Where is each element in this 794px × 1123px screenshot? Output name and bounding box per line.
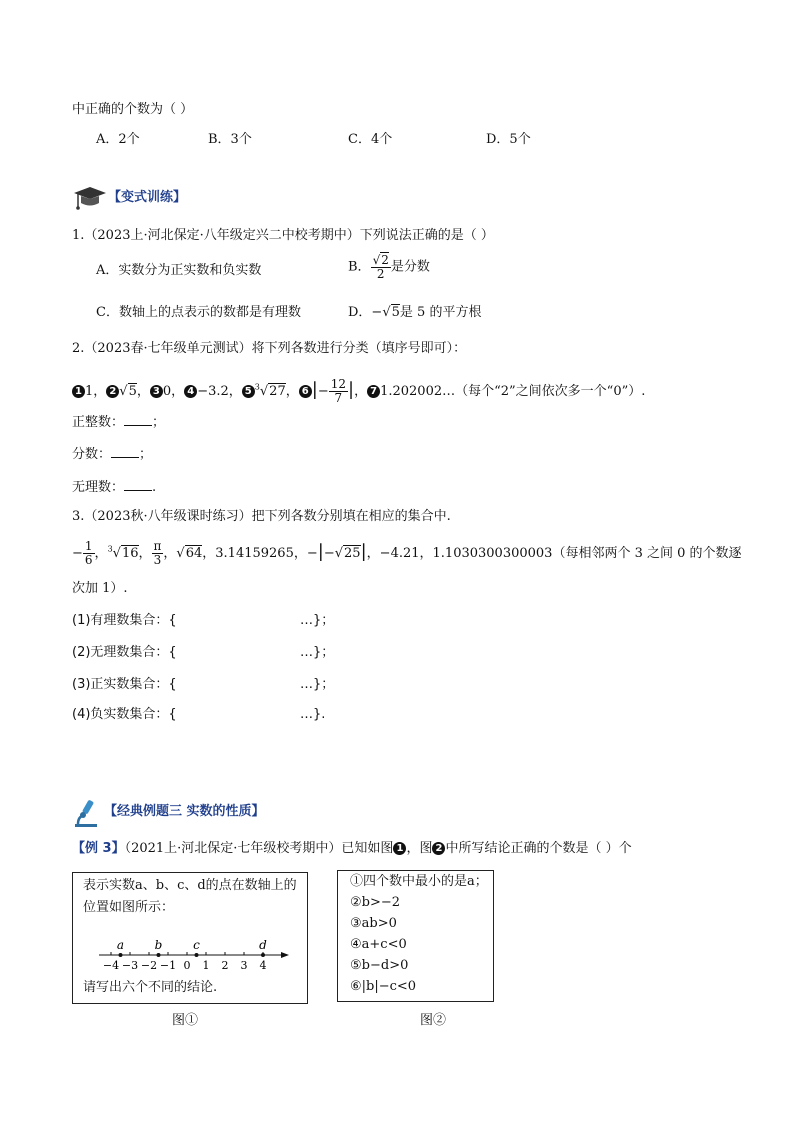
figure-1-line-2: 位置如图所示： xyxy=(83,900,175,915)
point-label-b: b xyxy=(154,938,163,952)
number-line xyxy=(97,929,297,979)
section-title-classic-example-3: 【经典例题三 实数的性质】 xyxy=(104,804,265,819)
point-label-c: c xyxy=(193,938,200,952)
tick-label: −1 xyxy=(159,959,177,972)
point-c xyxy=(195,953,199,957)
figure-2-item-5: ⑤b−d>0 xyxy=(350,958,409,973)
option-b: B．3个 xyxy=(208,132,252,147)
tick-label: 2 xyxy=(221,959,229,972)
figure-2-box xyxy=(337,870,494,1002)
option-d: D．5个 xyxy=(486,132,531,147)
section-title-variant-training: 【变式训练】 xyxy=(108,190,187,205)
point-label-a: a xyxy=(116,938,125,952)
problem-2-numbers: 1 1， 2 √5， 3 0， 4 −3.2， 5 $^3$√27， 6 |− $\frac{12}{7}$ |， 7 1.202002…（每个“2”之间依次多一个“0”）. xyxy=(72,378,645,405)
set-rational: (1)有理数集合：{ xyxy=(72,613,177,628)
figure-2-item-6: ⑥|b|−c<0 xyxy=(350,979,417,994)
option-a: A．2个 xyxy=(96,132,140,147)
figure-2-caption: 图② xyxy=(420,1013,447,1028)
set-positive-real-end: …}； xyxy=(300,677,335,692)
figure-1-caption: 图① xyxy=(172,1013,199,1028)
problem-1-option-a: A．实数分为正实数和负实数 xyxy=(96,263,262,278)
problem-1-option-b: B． $\frac{√2}{2}$ 是分数 xyxy=(348,253,430,281)
number-line-arrow xyxy=(281,952,289,958)
graduation-cap-icon xyxy=(72,185,108,211)
point-d xyxy=(261,953,265,957)
point-b xyxy=(157,953,161,957)
figure-2-item-2: ②b>−2 xyxy=(350,895,401,910)
tick-label: 1 xyxy=(202,959,210,972)
problem-1-option-c: C．数轴上的点表示的数都是有理数 xyxy=(96,305,301,320)
tick-label: 0 xyxy=(183,959,191,972)
microscope-icon xyxy=(72,798,102,828)
tick-label: −3 xyxy=(121,959,139,972)
figure-1-line-1: 表示实数a、b、c、d的点在数轴上的 xyxy=(83,878,297,893)
answer-blank[interactable] xyxy=(111,445,139,458)
problem-1-stem: 1.（2023上·河北保定·八年级定兴二中校考期中）下列说法正确的是（ ） xyxy=(72,228,494,243)
set-positive-real: (3)正实数集合：{ xyxy=(72,677,177,692)
positive-integer-line: 正整数： ； xyxy=(72,415,166,430)
set-rational-end: …}； xyxy=(300,613,335,628)
point-a xyxy=(119,953,123,957)
example-3-stem: 【例 3】（2021上·河北保定·七年级校考期中）已知如图 1 ，图 2 中所写结论正确的个数是（ ）个 xyxy=(72,841,632,856)
answer-blank[interactable] xyxy=(124,413,152,426)
question-stem: 中正确的个数为（ ） xyxy=(72,102,194,117)
problem-3-tail: 次加 1）. xyxy=(72,581,128,596)
tick-label: 3 xyxy=(240,959,248,972)
point-label-d: d xyxy=(259,938,267,952)
problem-2-stem: 2.（2023春·七年级单元测试）将下列各数进行分类（填序号即可）： xyxy=(72,341,467,356)
fraction-line: 分数： ； xyxy=(72,447,153,462)
tick-label: −2 xyxy=(140,959,158,972)
problem-3-numbers: − $\frac{1}{6}$ ，$^3$√16， $\frac{\pi}{3}$ ，√64，3.14159265，−|−√25|，−4.21，1.1030300300003（每相邻两个 3 之间 0 的个数逐 xyxy=(72,539,742,567)
problem-1-option-d: D．−√5是 5 的平方根 xyxy=(348,305,482,320)
tick-label: 4 xyxy=(259,959,267,972)
figure-2-item-3: ③ab>0 xyxy=(350,916,397,931)
figure-1-box xyxy=(72,872,308,1004)
problem-3-stem: 3.（2023秋·八年级课时练习）把下列各数分别填在相应的集合中. xyxy=(72,509,451,524)
figure-2-item-1: ①四个数中最小的是a； xyxy=(350,874,488,889)
tick-label: −4 xyxy=(102,959,120,972)
irrational-line: 无理数： . xyxy=(72,480,157,495)
set-negative-real: (4)负实数集合：{ xyxy=(72,707,177,722)
figure-1-line-3: 请写出六个不同的结论. xyxy=(83,980,218,995)
set-irrational-end: …}； xyxy=(300,645,335,660)
set-negative-real-end: …}. xyxy=(300,707,326,722)
option-c: C．4个 xyxy=(348,132,393,147)
set-irrational: (2)无理数集合：{ xyxy=(72,645,177,660)
figure-2-item-4: ④a+c<0 xyxy=(350,937,407,952)
answer-blank[interactable] xyxy=(124,478,152,491)
